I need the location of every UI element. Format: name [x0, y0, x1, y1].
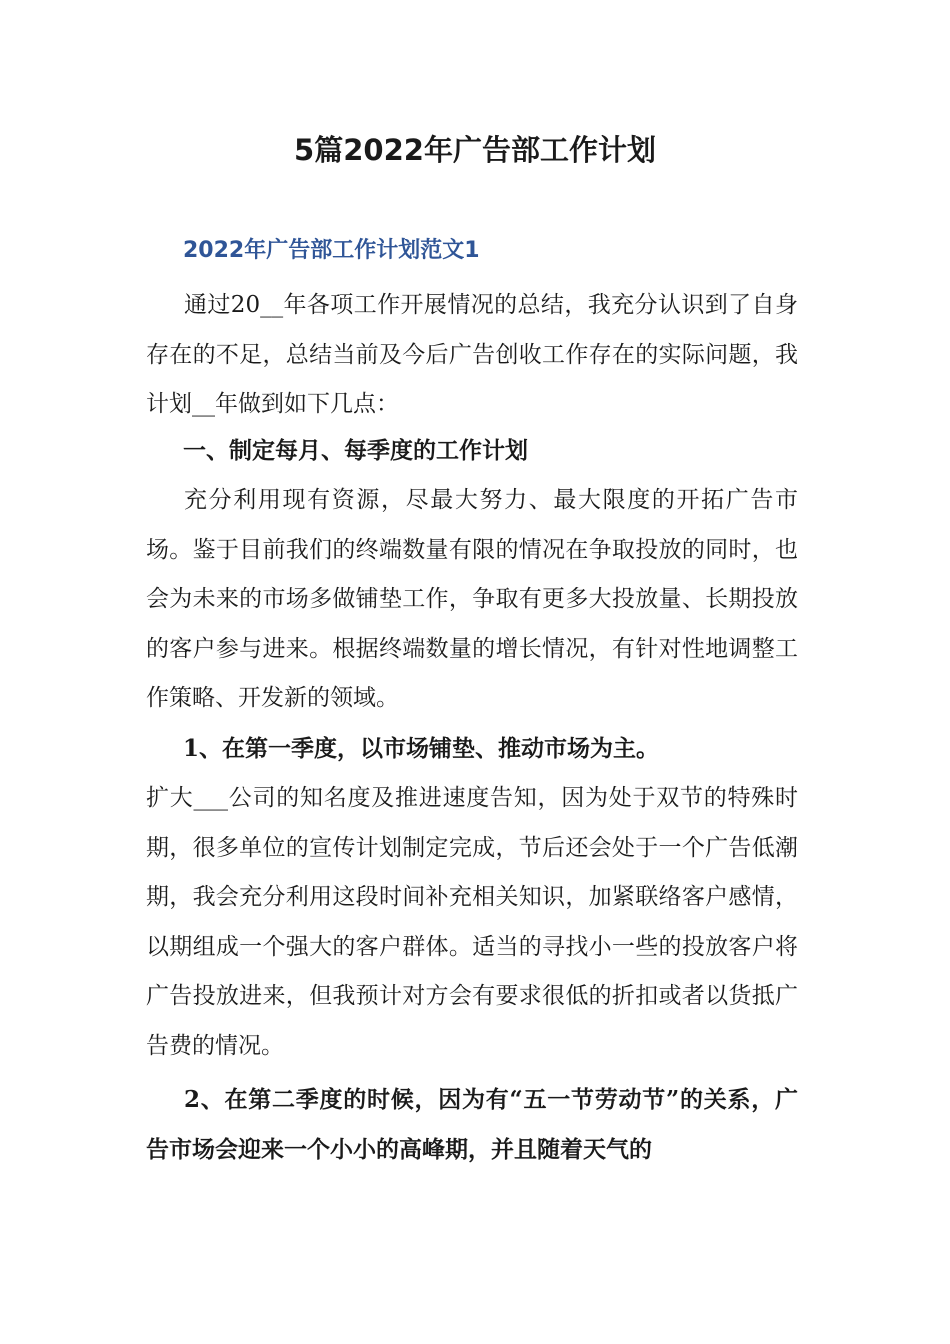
paragraph-intro: 通过20__年各项工作开展情况的总结，我充分认识到了自身存在的不足，总结当前及今后广告创收工作存在的实际问题，我计划__年做到如下几点：: [146, 292, 798, 417]
paragraph-market: 充分利用现有资源，尽最大努力、最大限度的开拓广告市场。鉴于目前我们的终端数量有限的情况在争取投放的同时，也会为未来的市场多做铺垫工作，争取有更多大投放量、长期投放的客户参与进来。根据终端数量的增长情况，有针对性地调整工作策略、开发新的领域。: [146, 487, 798, 711]
section-heading: 2022年广告部工作计划范文1: [183, 238, 480, 263]
subheading-work-plan: 一、制定每月、每季度的工作计划: [183, 437, 528, 464]
paragraph-first-quarter: 扩大___公司的知名度及推进速度告知，因为处于双节的特殊时期，很多单位的宣传计划制定完成，节后还会处于一个广告低潮期，我会充分利用这段时间补充相关知识，加紧联络客户感情，以期组成一个强大的客户群体。适当的寻找小一些的投放客户将广告投放进来，但我预计对方会有要求很低的折扣或者以货抵广告费的情况。: [146, 785, 798, 1059]
paragraph-second-quarter: 2、在第二季度的时候，因为有“五一节劳动节”的关系，广告市场会迎来一个小小的高峰期，并且随着天气的: [146, 1086, 798, 1163]
subheading-first-quarter: 1、在第一季度，以市场铺垫、推动市场为主。: [183, 735, 660, 762]
document-title: 5篇2022年广告部工作计划: [294, 133, 656, 167]
